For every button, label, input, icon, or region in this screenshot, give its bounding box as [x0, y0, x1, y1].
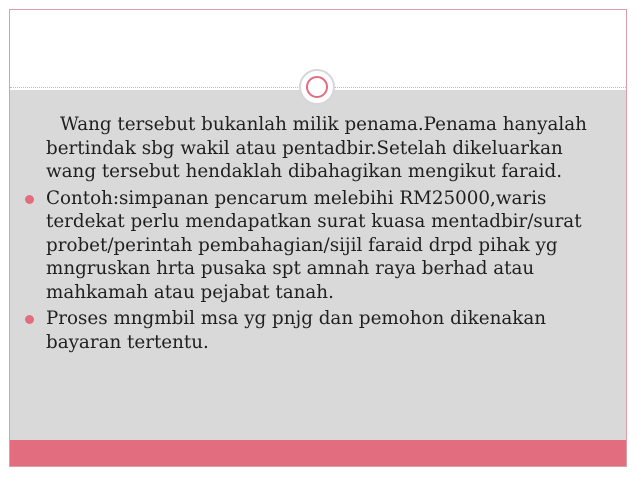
paragraph-text: Wang tersebut bukanlah milik penama.Penama hanyalah bertindak sbg wakil atau pentadbir.Setelah dikeluarkan wang tersebut hendaklah dibahagikan mengikut faraid. [46, 114, 587, 182]
paragraph-intro [24, 113, 614, 184]
bullet-text: Proses mngmbil msa yg pnjg dan pemohon dikenakan bayaran tertentu. [46, 308, 547, 353]
slide-body [24, 113, 614, 357]
bullet-item [24, 307, 614, 354]
bottom-band [10, 440, 626, 466]
bullet-dot-icon [25, 195, 34, 204]
ring-ornament-icon [299, 69, 335, 105]
bullet-dot-icon [25, 315, 34, 324]
ring-ornament-inner [306, 76, 328, 98]
bullet-text: Contoh:simpanan pencarum melebihi RM25000,waris terdekat perlu mendapatkan surat kuasa mentadbir/surat probet/perintah pembahagian/sijil faraid drpd pihak yg mngruskan hrta pusaka spt amnah raya berhad atau mahkamah atau pejabat tanah. [46, 187, 582, 303]
bullet-item [24, 187, 614, 305]
